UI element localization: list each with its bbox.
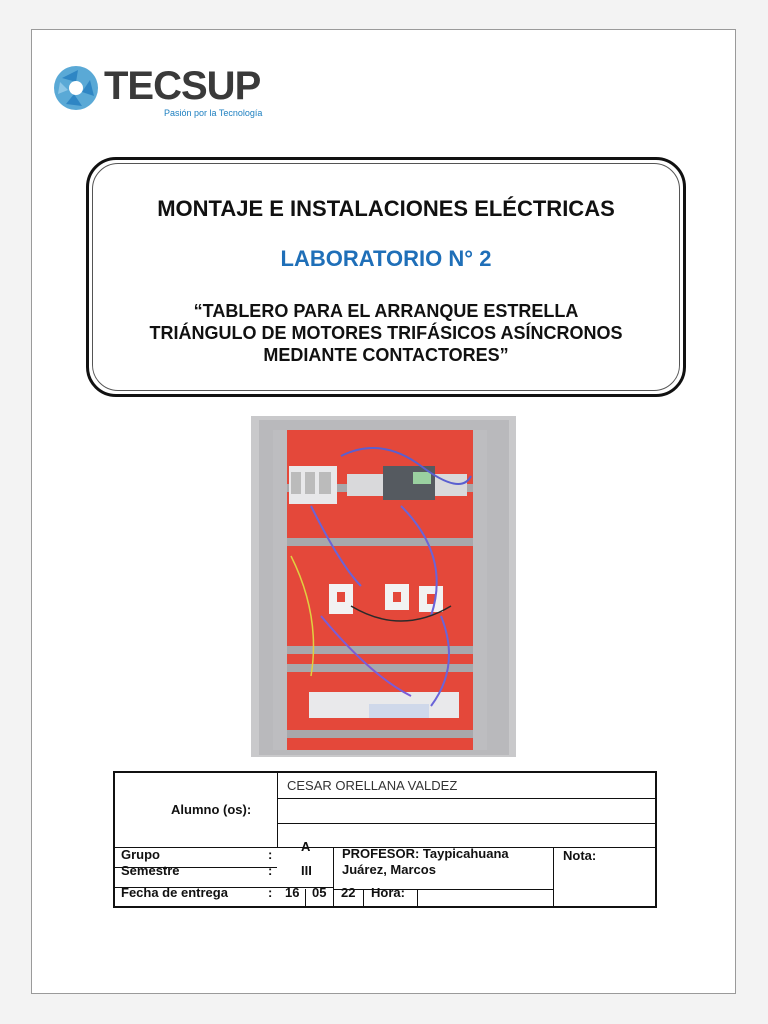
date-colon: : [268, 885, 273, 900]
subtitle-line: TRIÁNGULO DE MOTORES TRIFÁSICOS ASÍNCRONOS [149, 323, 623, 343]
semester-label: Semestre [121, 863, 180, 878]
grade-label: Nota: [563, 848, 597, 863]
group-value: A [301, 839, 311, 854]
electrical-panel-photo [251, 416, 516, 757]
hour-label: Hora: [371, 885, 405, 900]
professor-line-2: Juárez, Marcos [342, 862, 436, 877]
group-label: Grupo [121, 847, 160, 862]
tecsup-logo [48, 58, 278, 122]
subtitle-line: “TABLERO PARA EL ARRANQUE ESTRELLA [193, 301, 579, 321]
title-box [86, 157, 686, 397]
student-label: Alumno (os): [171, 802, 252, 817]
semester-value: III [301, 863, 312, 878]
logo-tagline: Pasión por la Tecnología [164, 108, 263, 118]
subtitle-line: MEDIANTE CONTACTORES” [263, 345, 509, 365]
lab-subtitle [99, 300, 673, 366]
date-month: 05 [312, 885, 327, 900]
course-title: MONTAJE E INSTALACIONES ELÉCTRICAS [157, 196, 615, 221]
logo-wordmark: TECSUP [104, 64, 261, 108]
group-colon: : [268, 847, 273, 862]
lab-title: LABORATORIO N° 2 [280, 246, 492, 271]
date-year: 22 [341, 885, 356, 900]
student-info-table [113, 771, 657, 909]
tecsup-logo-icon [48, 60, 104, 116]
student-name: CESAR ORELLANA VALDEZ [287, 778, 458, 793]
semester-colon: : [268, 863, 273, 878]
date-label: Fecha de entrega [121, 885, 228, 900]
professor-line-1: PROFESOR: Taypicahuana [342, 846, 509, 861]
date-day: 16 [285, 885, 300, 900]
